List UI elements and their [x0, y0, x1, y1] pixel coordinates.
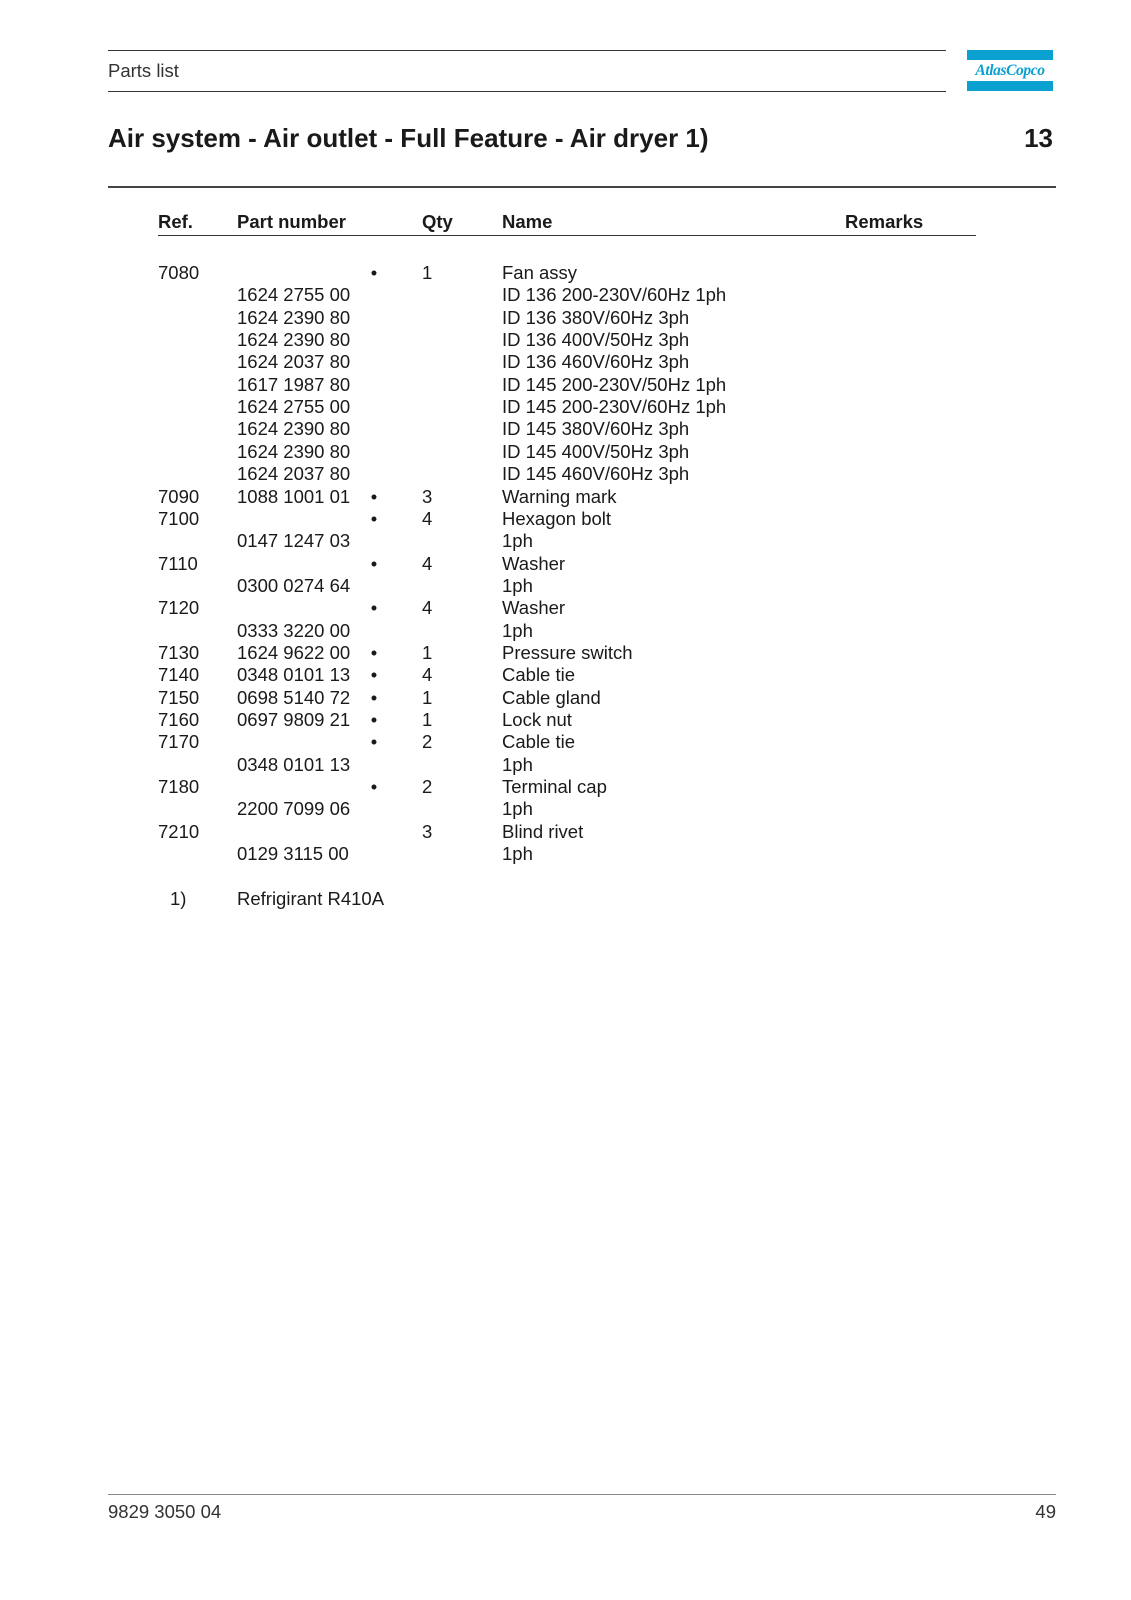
- table-row: [0, 553, 1131, 575]
- cell-name: 1ph: [502, 530, 533, 552]
- cell-name: Terminal cap: [502, 776, 607, 798]
- table-row: [0, 284, 1131, 306]
- cell-part-number: 0697 9809 21: [237, 709, 351, 730]
- table-row: [0, 642, 1131, 664]
- cell-ref: 7170: [158, 731, 200, 753]
- cell-part-number: 0348 0101 13: [237, 664, 351, 686]
- cell-part-number: 1624 2037 80: [237, 351, 351, 373]
- cell-name: ID 136 200-230V/60Hz 1ph: [502, 284, 727, 306]
- cell-bullet: •: [370, 507, 378, 529]
- cell-part-number: 0333 3220 00: [237, 619, 351, 641]
- column-header-remarks: Remarks: [845, 211, 924, 232]
- cell-bullet: •: [370, 552, 378, 574]
- cell-name: 1ph: [502, 574, 533, 596]
- table-header-rule: [158, 235, 976, 236]
- cell-name: 1ph: [502, 753, 533, 775]
- table-row: [0, 843, 1131, 865]
- cell-bullet: •: [370, 262, 378, 283]
- cell-bullet: •: [370, 731, 378, 753]
- cell-name: Cable gland: [502, 686, 601, 708]
- table-row: [0, 798, 1131, 820]
- cell-bullet: •: [370, 597, 378, 619]
- cell-bullet: •: [370, 641, 378, 663]
- table-row: [0, 508, 1131, 530]
- cell-bullet: •: [370, 776, 378, 798]
- header-top-rule: [108, 50, 946, 51]
- table-row: [0, 351, 1131, 373]
- cell-qty: 1: [422, 709, 433, 730]
- page-number: 49: [1035, 1501, 1056, 1522]
- cell-part-number: 1624 9622 00: [237, 641, 351, 663]
- cell-part-number: 0129 3115 00: [237, 843, 349, 865]
- column-header-name: Name: [502, 211, 553, 232]
- cell-part-number: 1624 2390 80: [237, 418, 351, 440]
- table-row: [0, 754, 1131, 776]
- cell-ref: 7150: [158, 686, 200, 708]
- table-row: [0, 709, 1131, 731]
- cell-part-number: 1624 2390 80: [237, 306, 351, 328]
- cell-part-number: 0147 1247 03: [237, 530, 351, 552]
- cell-part-number: 2200 7099 06: [237, 798, 351, 820]
- cell-part-number: 1088 1001 01: [237, 485, 351, 507]
- cell-ref: 7140: [158, 664, 200, 686]
- table-row: [0, 486, 1131, 508]
- document-number: 9829 3050 04: [108, 1501, 222, 1522]
- cell-bullet: •: [370, 709, 378, 730]
- cell-name: Pressure switch: [502, 641, 633, 663]
- table-row: [0, 307, 1131, 329]
- column-header-qty: Qty: [422, 211, 453, 232]
- cell-name: 1ph: [502, 798, 533, 820]
- footnote-text: Refrigirant R410A: [237, 888, 385, 909]
- cell-ref: 7210: [158, 820, 200, 842]
- cell-name: 1ph: [502, 619, 533, 641]
- table-row: [0, 776, 1131, 798]
- table-row: [0, 262, 1131, 284]
- cell-name: Fan assy: [502, 262, 578, 283]
- parts-table-body: [0, 262, 1131, 872]
- cell-ref: 7130: [158, 641, 200, 663]
- logo-bottom-bar: [967, 81, 1053, 91]
- cell-name: ID 145 380V/60Hz 3ph: [502, 418, 690, 440]
- table-row: [0, 687, 1131, 709]
- cell-qty: 3: [422, 820, 433, 842]
- cell-part-number: 0698 5140 72: [237, 686, 351, 708]
- cell-name: 1ph: [502, 843, 533, 865]
- cell-name: Cable tie: [502, 731, 576, 753]
- column-header-ref: Ref.: [158, 211, 193, 232]
- cell-qty: 1: [422, 686, 433, 708]
- table-row: [0, 374, 1131, 396]
- table-row: [0, 441, 1131, 463]
- logo-top-bar: [967, 50, 1053, 60]
- cell-ref: 7090: [158, 485, 200, 507]
- cell-name: Hexagon bolt: [502, 507, 612, 529]
- cell-ref: 7160: [158, 709, 200, 730]
- section-number: 13: [1024, 123, 1053, 153]
- table-row: [0, 396, 1131, 418]
- cell-name: Washer: [502, 597, 566, 619]
- footer-rule: [108, 1494, 1056, 1495]
- cell-name: Lock nut: [502, 709, 572, 730]
- cell-qty: 4: [422, 597, 433, 619]
- cell-bullet: •: [370, 686, 378, 708]
- header-bottom-rule: [108, 91, 946, 92]
- cell-ref: 7100: [158, 507, 200, 529]
- cell-bullet: •: [370, 664, 378, 686]
- page-title: Air system - Air outlet - Full Feature - Air dryer 1): [108, 123, 709, 153]
- cell-qty: 2: [422, 731, 433, 753]
- cell-ref: 7110: [158, 552, 198, 574]
- cell-part-number: 1624 2037 80: [237, 463, 351, 485]
- title-rule: [108, 186, 1056, 188]
- section-label: Parts list: [108, 60, 179, 81]
- logo-text: AtlasCopco: [975, 62, 1045, 79]
- atlas-copco-logo: [967, 50, 1053, 91]
- cell-part-number: 1624 2390 80: [237, 440, 351, 462]
- cell-qty: 1: [422, 262, 433, 283]
- cell-part-number: 1617 1987 80: [237, 373, 351, 395]
- cell-part-number: 1624 2755 00: [237, 284, 351, 306]
- table-row: [0, 664, 1131, 686]
- cell-part-number: 0300 0274 64: [237, 574, 351, 596]
- table-row: [0, 418, 1131, 440]
- cell-ref: 7120: [158, 597, 200, 619]
- cell-name: Blind rivet: [502, 820, 584, 842]
- table-row: [0, 329, 1131, 351]
- table-row: [0, 821, 1131, 843]
- footnote-marker: 1): [170, 888, 187, 909]
- cell-qty: 4: [422, 507, 433, 529]
- cell-name: ID 136 380V/60Hz 3ph: [502, 306, 690, 328]
- cell-name: ID 136 400V/50Hz 3ph: [502, 329, 690, 351]
- cell-name: Washer: [502, 552, 566, 574]
- cell-name: ID 145 400V/50Hz 3ph: [502, 440, 690, 462]
- cell-part-number: 0348 0101 13: [237, 753, 351, 775]
- cell-bullet: •: [370, 485, 378, 507]
- table-row: [0, 575, 1131, 597]
- cell-ref: 7180: [158, 776, 200, 798]
- column-header-part-number: Part number: [237, 211, 346, 232]
- cell-name: Warning mark: [502, 485, 617, 507]
- table-row: [0, 530, 1131, 552]
- cell-name: ID 136 460V/60Hz 3ph: [502, 351, 690, 373]
- cell-name: Cable tie: [502, 664, 576, 686]
- cell-qty: 4: [422, 552, 433, 574]
- cell-qty: 1: [422, 641, 433, 663]
- cell-qty: 2: [422, 776, 433, 798]
- cell-ref: 7080: [158, 262, 200, 283]
- table-row: [0, 620, 1131, 642]
- table-row: [0, 597, 1131, 619]
- cell-name: ID 145 200-230V/50Hz 1ph: [502, 373, 727, 395]
- cell-name: ID 145 460V/60Hz 3ph: [502, 463, 690, 485]
- cell-part-number: 1624 2755 00: [237, 396, 351, 418]
- cell-part-number: 1624 2390 80: [237, 329, 351, 351]
- table-row: [0, 463, 1131, 485]
- cell-qty: 3: [422, 485, 433, 507]
- cell-name: ID 145 200-230V/60Hz 1ph: [502, 396, 727, 418]
- cell-qty: 4: [422, 664, 433, 686]
- table-row: [0, 731, 1131, 753]
